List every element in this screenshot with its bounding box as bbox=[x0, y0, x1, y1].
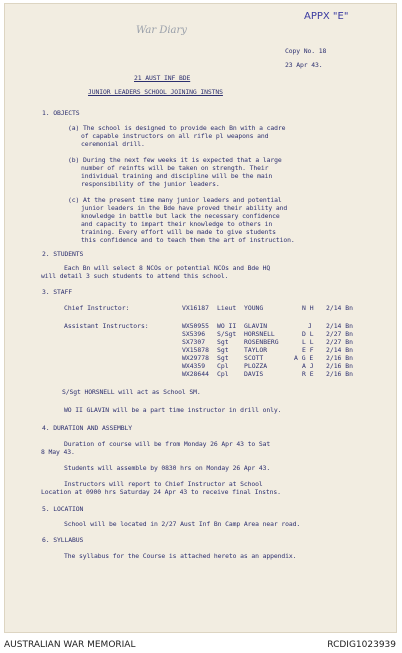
unit: 2/14 Bn bbox=[326, 346, 353, 354]
objects-c-line: junior leaders in the Bde have proved their ability and bbox=[81, 204, 288, 212]
objects-c-line: (c) At the present time many junior leaders and potential bbox=[68, 196, 282, 204]
staff-label: Chief Instructor: bbox=[64, 304, 130, 312]
rank: S/Sgt bbox=[217, 330, 237, 338]
initials: L L bbox=[302, 338, 314, 346]
copy-number: Copy No. 18 bbox=[285, 47, 327, 55]
service-number: WX28644 bbox=[182, 370, 209, 378]
handwritten-annotation: War Diary bbox=[136, 25, 187, 36]
instructors-line: Instructors will report to Chief Instructor at School bbox=[64, 480, 263, 488]
service-number: WX4359 bbox=[182, 362, 206, 370]
objects-b-line: (b) During the next few weeks it is expected that a large bbox=[68, 156, 282, 164]
duration-line: Duration of course will be from Monday 26 Apr 43 to Sat bbox=[64, 440, 271, 448]
initials: D L bbox=[302, 330, 314, 338]
unit: 2/16 Bn bbox=[326, 370, 353, 378]
surname: TAYLOR bbox=[244, 346, 268, 354]
surname: ROSENBERG bbox=[244, 338, 279, 346]
syllabus-line: The syllabus for the Course is attached hereto as an appendix. bbox=[64, 552, 297, 560]
service-number: VX16187 bbox=[182, 304, 209, 312]
rank: Sgt bbox=[217, 346, 229, 354]
section-syllabus-title: 6. SYLLABUS bbox=[42, 536, 84, 544]
service-number: WX50955 bbox=[182, 322, 209, 330]
objects-c-line: this confidence and to teach them the art of instruction. bbox=[81, 236, 295, 244]
objects-c-line: and capacity to impart their knowledge to others in bbox=[81, 220, 273, 228]
surname: HORSNELL bbox=[244, 330, 275, 338]
rank: Lieut bbox=[217, 304, 237, 312]
document-date: 23 Apr 43. bbox=[285, 61, 323, 69]
surname: PLOZZA bbox=[244, 362, 268, 370]
unit: 2/14 Bn bbox=[326, 304, 353, 312]
surname: YOUNG bbox=[244, 304, 264, 312]
document-heading: 21 AUST INF BDE bbox=[134, 74, 191, 82]
service-number: VX15878 bbox=[182, 346, 209, 354]
initials: R E bbox=[302, 370, 314, 378]
section-students-title: 2. STUDENTS bbox=[42, 250, 84, 258]
unit: 2/27 Bn bbox=[326, 330, 353, 338]
objects-b-line: responsibility of the junior leaders. bbox=[81, 180, 220, 188]
students-line: will detail 3 such students to attend this school. bbox=[41, 272, 229, 280]
document-page bbox=[4, 3, 397, 633]
initials: E F bbox=[302, 346, 314, 354]
rank: WO II bbox=[217, 322, 237, 330]
service-number: SX7307 bbox=[182, 338, 206, 346]
students-line: Each Bn will select 8 NCOs or potential NCOs and Bde HQ bbox=[64, 264, 271, 272]
initials: A G E bbox=[294, 354, 314, 362]
document-subheading: JUNIOR LEADERS SCHOOL JOINING INSTNS bbox=[88, 88, 223, 96]
surname: DAVIS bbox=[244, 370, 264, 378]
rank: Sgt bbox=[217, 338, 229, 346]
surname: GLAVIN bbox=[244, 322, 268, 330]
staff-note: WO II GLAVIN will be a part time instructor in drill only. bbox=[64, 406, 282, 414]
location-line: School will be located in 2/27 Aust Inf Bn Camp Area near road. bbox=[64, 520, 301, 528]
unit: 2/14 Bn bbox=[326, 322, 353, 330]
instructors-line: Location at 0900 hrs Saturday 24 Apr 43 to receive final Instns. bbox=[41, 488, 281, 496]
section-location-title: 5. LOCATION bbox=[42, 505, 84, 513]
initials: A J bbox=[302, 362, 314, 370]
objects-b-line: number of reinfts will be taken on strength. Their bbox=[81, 164, 269, 172]
section-staff-title: 3. STAFF bbox=[42, 288, 72, 296]
staff-label: Assistant Instructors: bbox=[64, 322, 149, 330]
rank: Sgt bbox=[217, 354, 229, 362]
initials: J bbox=[308, 322, 312, 330]
objects-a-line: ceremonial drill. bbox=[81, 140, 145, 148]
duration-line: 8 May 43. bbox=[41, 448, 75, 456]
section-duration-title: 4. DURATION AND ASSEMBLY bbox=[42, 424, 132, 432]
service-number: WX29778 bbox=[182, 354, 209, 362]
rank: Cpl bbox=[217, 362, 229, 370]
unit: 2/16 Bn bbox=[326, 362, 353, 370]
section-objects-title: 1. OBJECTS bbox=[42, 109, 80, 117]
archive-footer bbox=[0, 636, 402, 653]
assembly-line: Students will assemble by 0830 hrs on Monday 26 Apr 43. bbox=[64, 464, 271, 472]
objects-c-line: training. Every effort will be made to give students bbox=[81, 228, 276, 236]
surname: SCOTT bbox=[244, 354, 264, 362]
footer-record-id: RCDIG1023939 bbox=[327, 640, 396, 650]
initials: N H bbox=[302, 304, 314, 312]
objects-b-line: individual training and discipline will be the main bbox=[81, 172, 273, 180]
objects-a-line: (a) The school is designed to provide each Bn with a cadre bbox=[68, 124, 286, 132]
objects-a-line: of capable instructors on all rifle pl weapons and bbox=[81, 132, 269, 140]
staff-note: S/Sgt HORSNELL will act as School SM. bbox=[62, 388, 201, 396]
footer-institution: AUSTRALIAN WAR MEMORIAL bbox=[4, 640, 136, 650]
rank: Cpl bbox=[217, 370, 229, 378]
service-number: SX5396 bbox=[182, 330, 206, 338]
unit: 2/27 Bn bbox=[326, 338, 353, 346]
objects-c-line: knowledge in battle but lack the necessary confidence bbox=[81, 212, 280, 220]
appendix-stamp: APPX "E" bbox=[304, 11, 349, 22]
unit: 2/16 Bn bbox=[326, 354, 353, 362]
